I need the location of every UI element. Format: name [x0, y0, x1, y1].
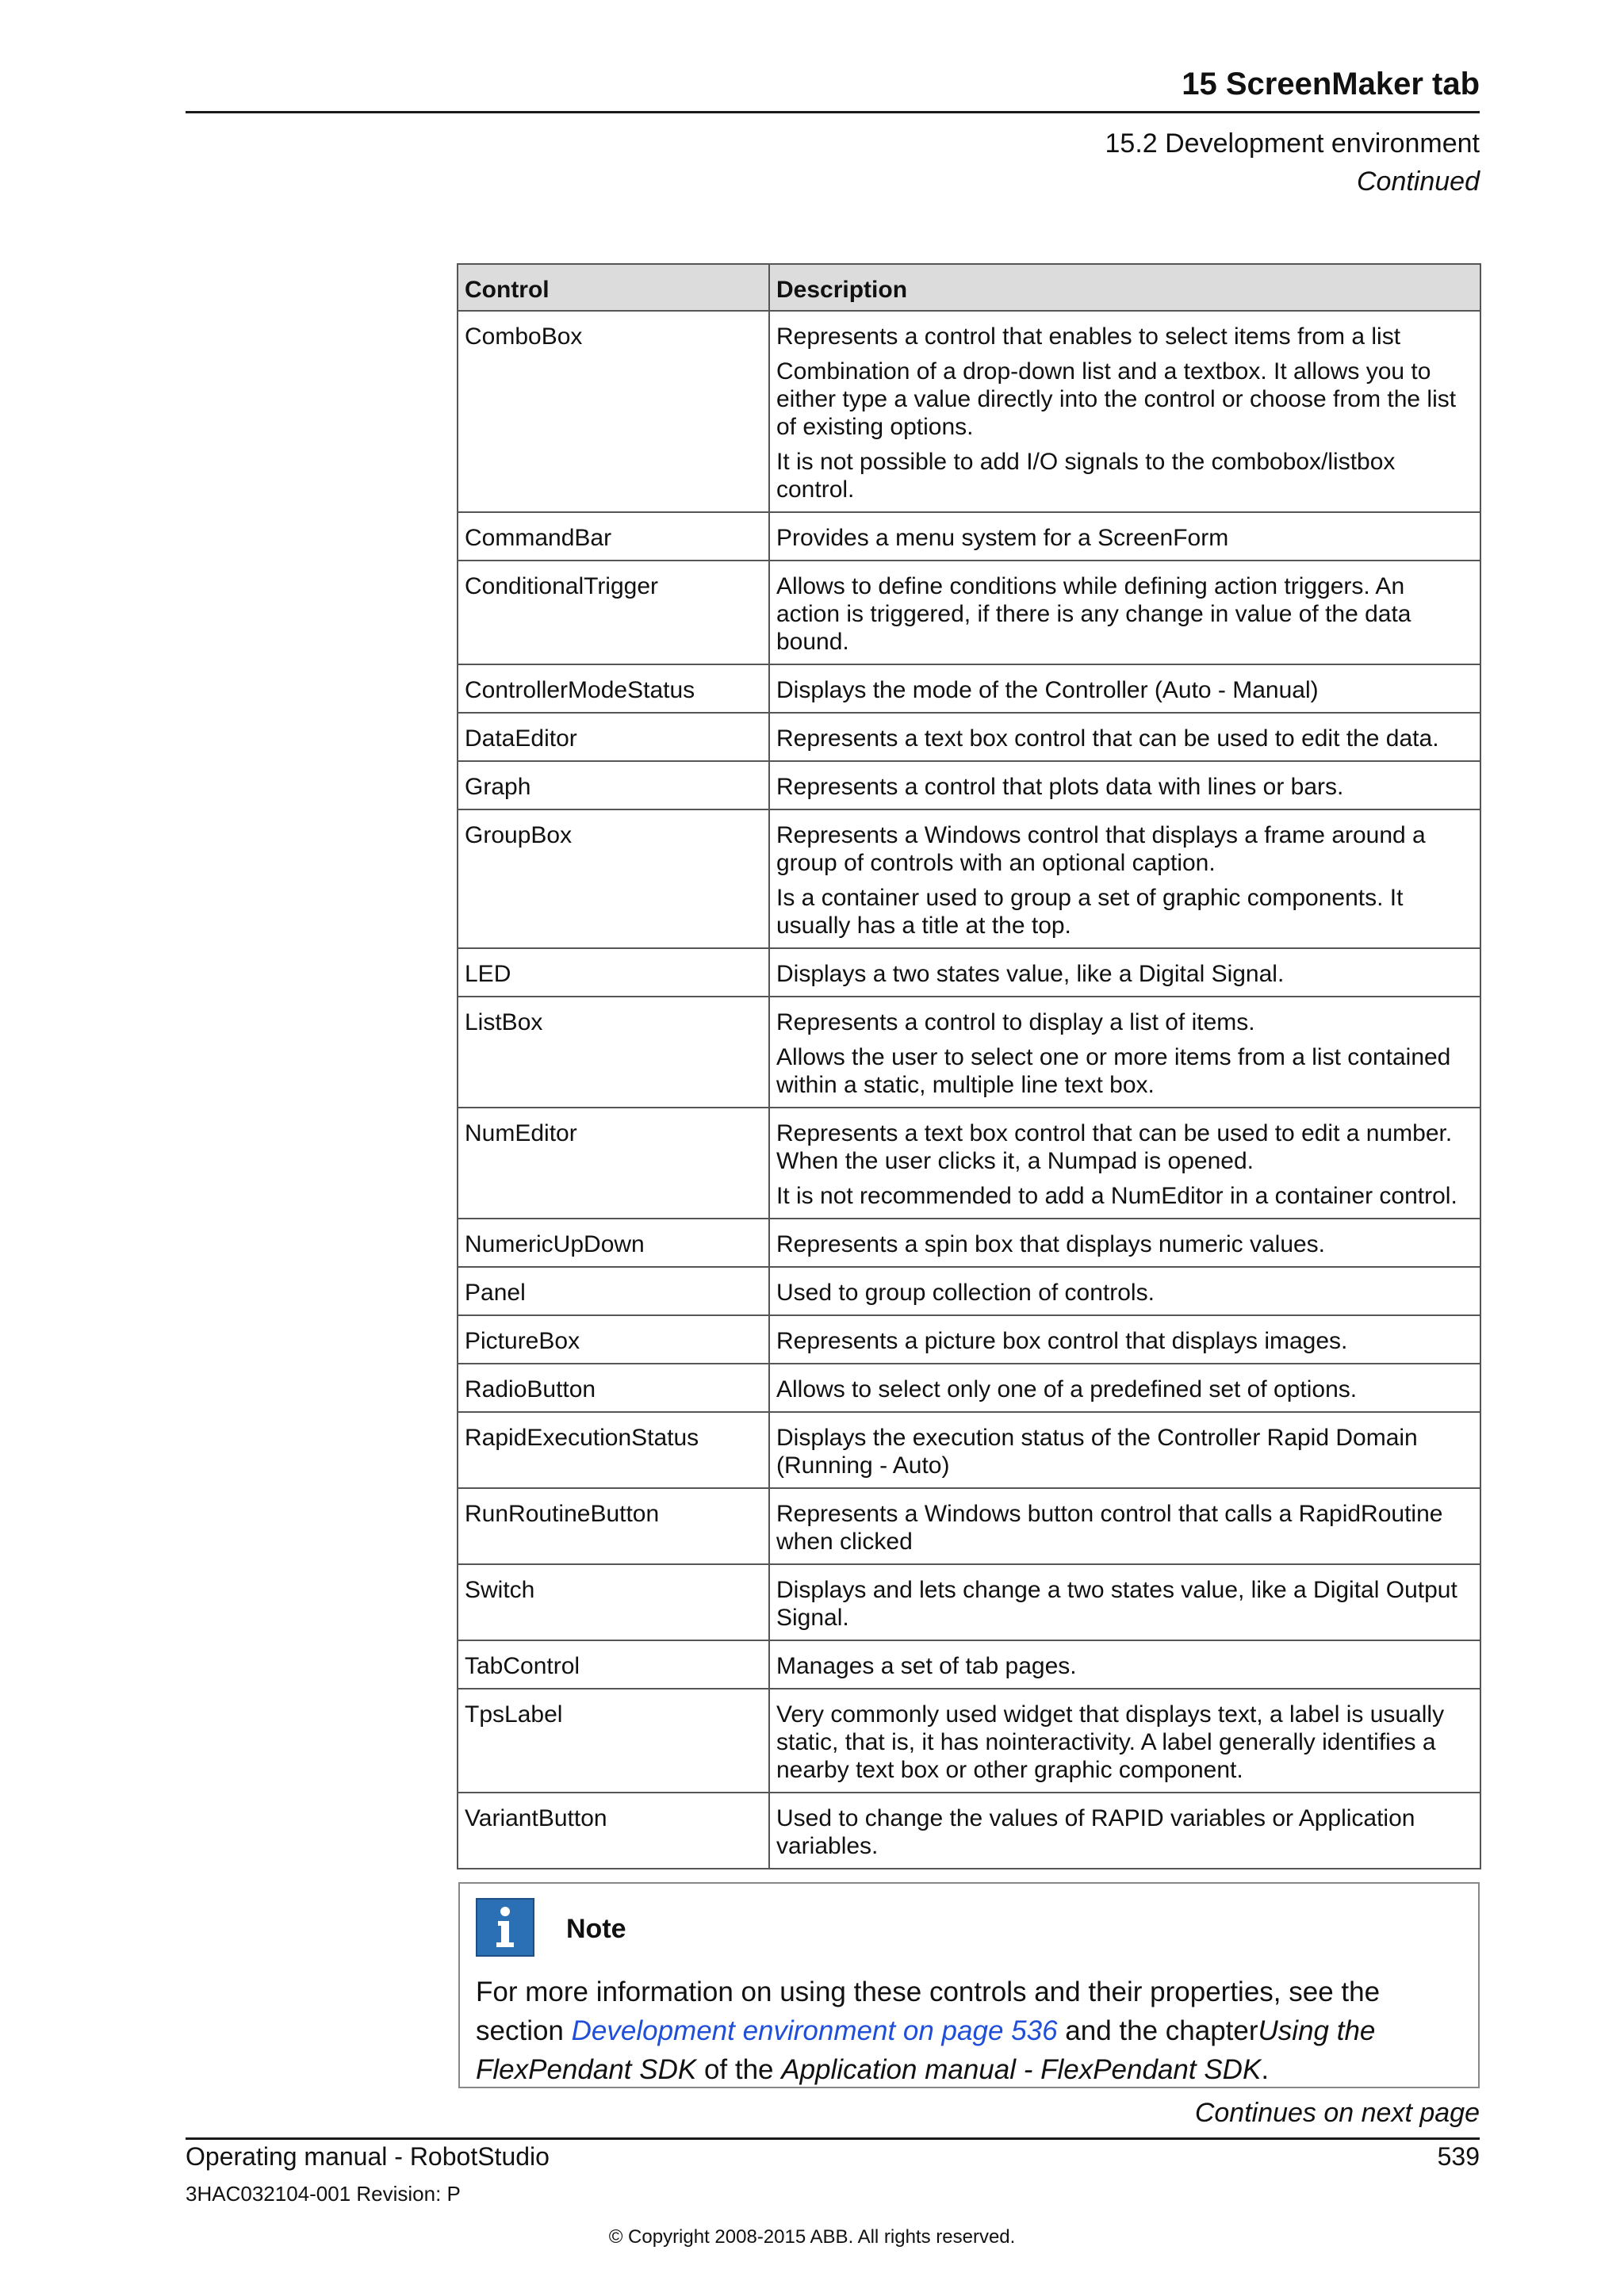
control-name-cell: NumEditor	[458, 1108, 769, 1219]
description-cell	[769, 1793, 1480, 1869]
continues-label: Continues on next page	[1194, 2098, 1480, 2128]
description-paragraph: Used to change the values of RAPID variables or Application variables.	[776, 1805, 1415, 1859]
description-paragraph: Displays and lets change a two states value, like a Digital Output Signal.	[776, 1577, 1457, 1631]
note-title: Note	[566, 1914, 626, 1944]
description-cell	[769, 512, 1480, 561]
controls-table	[457, 263, 1481, 1869]
description-cell	[769, 997, 1480, 1108]
control-name-cell: RapidExecutionStatus	[458, 1412, 769, 1488]
table-row	[458, 1108, 1480, 1219]
description-paragraph: Represents a text box control that can be used to edit the data.	[776, 725, 1439, 752]
control-name-cell: Panel	[458, 1267, 769, 1315]
table-row	[458, 561, 1480, 664]
control-name-cell: ComboBox	[458, 311, 769, 512]
description-paragraph: Very commonly used widget that displays text, a label is usually static, that is, it has nointeractivity. A label generally identifies a nearby text box or other graphic component.	[776, 1701, 1445, 1783]
table-row	[458, 1640, 1480, 1689]
chapter-title: 15 ScreenMaker tab	[1182, 67, 1480, 101]
control-name-cell: DataEditor	[458, 713, 769, 761]
note-link[interactable]: Development environment on page 536	[571, 2015, 1058, 2046]
description-paragraph: Represents a Windows button control that calls a RapidRoutine when clicked	[776, 1501, 1443, 1555]
description-paragraph: It is not recommended to add a NumEditor in a container control.	[776, 1183, 1457, 1209]
description-paragraph: Displays the execution status of the Controller Rapid Domain (Running - Auto)	[776, 1425, 1418, 1479]
note-chapter-ref: Using the FlexPendant SDK	[476, 2015, 1376, 2085]
description-cell	[769, 561, 1480, 664]
table-row	[458, 1315, 1480, 1364]
description-cell	[769, 311, 1480, 512]
description-paragraph: Represents a control that plots data with lines or bars.	[776, 774, 1344, 800]
table-row	[458, 761, 1480, 809]
page-number: 539	[1437, 2142, 1480, 2171]
description-cell	[769, 664, 1480, 713]
description-paragraph: Is a container used to group a set of graphic components. It usually has a title at the top.	[776, 885, 1404, 939]
description-paragraph: Manages a set of tab pages.	[776, 1653, 1077, 1679]
control-name-cell: VariantButton	[458, 1793, 769, 1869]
description-paragraph: Represents a control to display a list of items.	[776, 1009, 1255, 1035]
table-row	[458, 997, 1480, 1108]
description-cell	[769, 1412, 1480, 1488]
note-body	[476, 1973, 1467, 2089]
table-body	[458, 311, 1480, 1869]
table-row	[458, 1689, 1480, 1793]
table-row	[458, 512, 1480, 561]
copyright: © Copyright 2008-2015 ABB. All rights reserved.	[608, 2226, 1016, 2248]
column-header-control: Control	[458, 264, 769, 311]
table-row	[458, 1793, 1480, 1869]
table-row	[458, 1219, 1480, 1267]
note-text-middle: and the chapter	[1057, 2015, 1258, 2046]
control-name-cell: CommandBar	[458, 512, 769, 561]
table-row	[458, 809, 1480, 948]
description-paragraph: Provides a menu system for a ScreenForm	[776, 525, 1229, 551]
control-name-cell: ConditionalTrigger	[458, 561, 769, 664]
description-cell	[769, 1315, 1480, 1364]
description-paragraph: Combination of a drop-down list and a textbox. It allows you to either type a value directly into the control or choose from the list of existing options.	[776, 358, 1457, 440]
description-paragraph: Represents a control that enables to select items from a list	[776, 323, 1401, 350]
control-name-cell: PictureBox	[458, 1315, 769, 1364]
column-header-description: Description	[769, 264, 1480, 311]
description-paragraph: Displays a two states value, like a Digital Signal.	[776, 961, 1285, 987]
control-name-cell: NumericUpDown	[458, 1219, 769, 1267]
description-cell	[769, 1488, 1480, 1564]
description-cell	[769, 1108, 1480, 1219]
table-row	[458, 664, 1480, 713]
description-cell	[769, 1364, 1480, 1412]
table-row	[458, 1564, 1480, 1640]
description-cell	[769, 948, 1480, 997]
control-name-cell: Graph	[458, 761, 769, 809]
description-cell	[769, 809, 1480, 948]
control-name-cell: TpsLabel	[458, 1689, 769, 1793]
control-name-cell: TabControl	[458, 1640, 769, 1689]
control-name-cell: GroupBox	[458, 809, 769, 948]
description-paragraph: Represents a spin box that displays numeric values.	[776, 1231, 1326, 1257]
info-icon	[476, 1898, 534, 1957]
description-cell	[769, 713, 1480, 761]
table-row	[458, 1267, 1480, 1315]
table-header-row	[458, 264, 1480, 311]
note-box	[458, 1882, 1480, 2088]
control-name-cell: Switch	[458, 1564, 769, 1640]
control-name-cell: RadioButton	[458, 1364, 769, 1412]
note-text-of: of the	[696, 2054, 782, 2085]
description-paragraph: Represents a picture box control that displays images.	[776, 1328, 1348, 1354]
note-text-end: .	[1261, 2054, 1270, 2085]
description-cell	[769, 1640, 1480, 1689]
header-rule	[186, 111, 1480, 113]
description-paragraph: Displays the mode of the Controller (Auto - Manual)	[776, 677, 1319, 703]
table-row	[458, 311, 1480, 512]
control-name-cell: RunRoutineButton	[458, 1488, 769, 1564]
description-paragraph: Allows to define conditions while defining action triggers. An action is triggered, if there is any change in value of the data bound.	[776, 573, 1411, 655]
continued-label: Continued	[1356, 166, 1480, 197]
description-paragraph: Used to group collection of controls.	[776, 1280, 1155, 1306]
note-manual-ref: Application manual - FlexPendant SDK	[781, 2054, 1262, 2085]
description-cell	[769, 1219, 1480, 1267]
table-row	[458, 713, 1480, 761]
table-row	[458, 948, 1480, 997]
description-paragraph: Allows to select only one of a predefined set of options.	[776, 1376, 1358, 1402]
description-paragraph: Allows the user to select one or more items from a list contained within a static, multiple line text box.	[776, 1044, 1451, 1098]
control-name-cell: LED	[458, 948, 769, 997]
description-cell	[769, 761, 1480, 809]
control-name-cell: ListBox	[458, 997, 769, 1108]
description-paragraph: It is not possible to add I/O signals to the combobox/listbox control.	[776, 449, 1396, 503]
description-cell	[769, 1564, 1480, 1640]
description-cell	[769, 1267, 1480, 1315]
footer-manual-title: Operating manual - RobotStudio	[186, 2142, 550, 2171]
description-paragraph: Represents a Windows control that displays a frame around a group of controls with an optional caption.	[776, 822, 1426, 876]
description-paragraph: Represents a text box control that can be used to edit a number. When the user clicks it, a Numpad is opened.	[776, 1120, 1453, 1174]
footer-rule	[186, 2137, 1480, 2140]
table-row	[458, 1364, 1480, 1412]
table-row	[458, 1412, 1480, 1488]
description-cell	[769, 1689, 1480, 1793]
control-name-cell: ControllerModeStatus	[458, 664, 769, 713]
document-id: 3HAC032104-001 Revision: P	[186, 2182, 461, 2206]
section-title: 15.2 Development environment	[1105, 128, 1480, 159]
table-row	[458, 1488, 1480, 1564]
note-text-before: For more information on using these controls and their properties, see the section	[476, 1976, 1381, 2046]
